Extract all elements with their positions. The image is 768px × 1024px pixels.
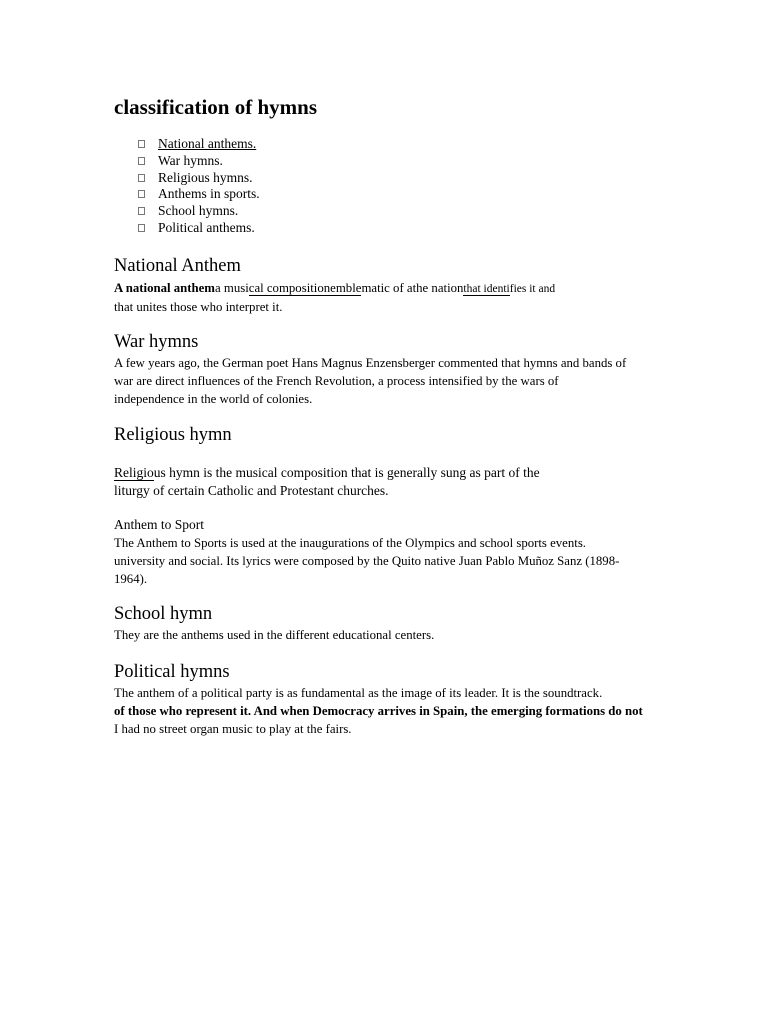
bullet-box-icon bbox=[138, 207, 145, 215]
paragraph-line: independence in the world of colonies. bbox=[114, 392, 313, 406]
paragraph-line bbox=[114, 464, 540, 482]
war-hymns-paragraph bbox=[114, 354, 626, 408]
list-item-label: Political anthems. bbox=[158, 219, 255, 235]
bullet-box-icon bbox=[138, 224, 145, 232]
bullet-box-icon bbox=[138, 174, 145, 182]
section-heading-national-anthem: National Anthem bbox=[114, 256, 241, 276]
paragraph-line: university and social. Its lyrics were composed by the Quito native Juan Pablo Muñoz Sanz (1898- bbox=[114, 554, 620, 568]
text-run: matic of athe nation bbox=[361, 281, 464, 295]
list-item-label: School hymns. bbox=[158, 203, 239, 219]
paragraph-line: liturgy of certain Catholic and Protestant churches. bbox=[114, 483, 389, 498]
text-run: fies it and bbox=[509, 283, 556, 295]
paragraph-line: A few years ago, the German poet Hans Magnus Enzensberger commented that hymns and bands of bbox=[114, 356, 627, 370]
paragraph-line: of those who represent it. And when Democracy arrives in Spain, the emerging formations do not bbox=[114, 704, 643, 718]
section-heading-war-hymns: War hymns bbox=[114, 332, 199, 352]
list-item-label: War hymns. bbox=[158, 152, 223, 168]
political-hymns-paragraph bbox=[114, 684, 643, 738]
underlined-text: emble bbox=[330, 281, 362, 295]
bold-term: A national anthem bbox=[114, 281, 215, 295]
text-run: us hymn is the musical composition that is generally sung as part of the bbox=[153, 465, 540, 480]
page-title: classification of hymns bbox=[114, 95, 318, 119]
school-hymn-paragraph bbox=[114, 626, 434, 644]
section-heading-religious-hymn: Religious hymn bbox=[114, 425, 232, 445]
anthem-to-sport-paragraph bbox=[114, 534, 619, 588]
paragraph-line: 1964). bbox=[114, 572, 148, 586]
underlined-text: Religio bbox=[114, 465, 154, 480]
section-heading-anthem-to-sport: Anthem to Sport bbox=[114, 517, 204, 532]
paragraph-line: war are direct influences of the French Revolution, a process intensified by the wars of bbox=[114, 374, 559, 388]
bullet-box-icon bbox=[138, 140, 145, 148]
religious-hymn-paragraph bbox=[114, 464, 540, 500]
section-heading-political-hymns: Political hymns bbox=[114, 662, 230, 682]
paragraph-line: I had no street organ music to play at the fairs. bbox=[114, 722, 352, 736]
list-item-label: Religious hymns. bbox=[158, 169, 253, 185]
paragraph-line bbox=[114, 279, 555, 298]
bullet-box-icon bbox=[138, 157, 145, 165]
national-anthem-paragraph bbox=[114, 279, 555, 316]
paragraph-line: The anthem of a political party is as fundamental as the image of its leader. It is the soundtrack. bbox=[114, 686, 603, 700]
section-heading-school-hymn: School hymn bbox=[114, 604, 213, 624]
text-run: a musi bbox=[214, 281, 249, 295]
bullet-box-icon bbox=[138, 190, 145, 198]
paragraph-line: that unites those who interpret it. bbox=[114, 300, 283, 314]
underlined-text: that identi bbox=[463, 283, 510, 295]
paragraph-line: The Anthem to Sports is used at the inaugurations of the Olympics and school sports events. bbox=[114, 536, 586, 550]
list-item-label: National anthems. bbox=[158, 136, 257, 151]
list-item-label: Anthems in sports. bbox=[158, 186, 260, 202]
underlined-text: cal composition bbox=[248, 281, 331, 295]
paragraph-line: They are the anthems used in the different educational centers. bbox=[114, 628, 435, 642]
